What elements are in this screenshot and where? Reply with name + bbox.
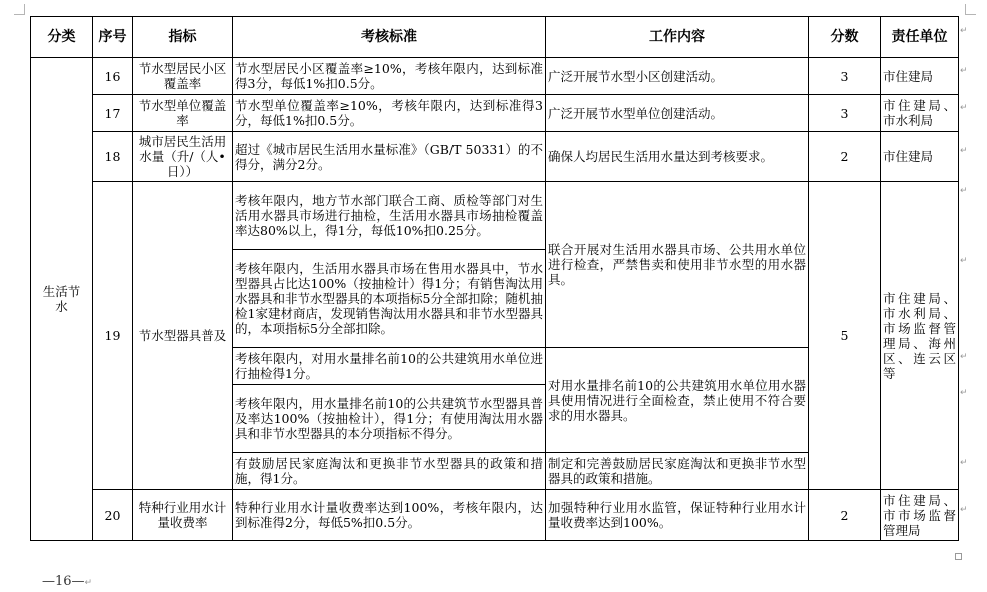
paragraph-mark-icon: ↵: [960, 66, 968, 76]
paragraph-mark-icon: ↵: [960, 146, 968, 156]
header-unit: 责任单位: [881, 17, 959, 58]
paragraph-mark-icon: ↵: [84, 578, 93, 588]
table-row: [31, 95, 959, 132]
criteria-cell: 超过《城市居民生活用水量标准》（GB/T 50331）的不得分，满分2分。: [233, 132, 546, 182]
work-cell: 加强特种行业用水监管，保证特种行业用水计量收费率达到100%。: [546, 490, 809, 541]
unit-cell: 市住建局: [881, 132, 959, 182]
header-indicator: 指标: [133, 17, 233, 58]
paragraph-mark-icon: ↵: [960, 186, 968, 196]
table-end-marker: [955, 553, 962, 560]
seq-cell: 16: [93, 58, 133, 95]
score-cell: 3: [809, 58, 881, 95]
header-criteria: 考核标准: [233, 17, 546, 58]
indicator-cell: 节水型居民小区覆盖率: [133, 58, 233, 95]
unit-cell: 市住建局、市水利局、市场监督管理局、海州区、连云区等: [881, 182, 959, 490]
work-cell: 广泛开展节水型小区创建活动。: [546, 58, 809, 95]
indicator-cell: 节水型器具普及: [133, 182, 233, 490]
table-row: [31, 58, 959, 95]
criteria-cell: 节水型居民小区覆盖率≥10%，考核年限内，达到标准得3分，每低1%扣0.5分。: [233, 58, 546, 95]
paragraph-mark-icon: ↵: [960, 505, 968, 515]
criteria-cell: 有鼓励居民家庭淘汰和更换非节水型器具的政策和措施，得1分。: [233, 453, 546, 490]
criteria-cell: 考核年限内，对用水量排名前10的公共建筑用水单位进行抽检得1分。: [233, 348, 546, 385]
assessment-table: [30, 16, 959, 541]
unit-cell: 市住建局、市水利局: [881, 95, 959, 132]
indicator-cell: 城市居民生活用水量（升/（人•日））: [133, 132, 233, 182]
seq-cell: 20: [93, 490, 133, 541]
work-cell: 联合开展对生活用水器具市场、公共用水单位进行检查，严禁售卖和使用非节水型的用水器具。: [546, 182, 809, 348]
page-number: —16—: [42, 574, 85, 589]
unit-cell: 市住建局: [881, 58, 959, 95]
seq-cell: 18: [93, 132, 133, 182]
header-seq: 序号: [93, 17, 133, 58]
table-row: [31, 182, 959, 250]
table-row: [31, 132, 959, 182]
work-cell: 对用水量排名前10的公共建筑用水单位用水器具使用情况进行全面检查，禁止使用不符合要求的用水器具。: [546, 348, 809, 453]
header-category: 分类: [31, 17, 93, 58]
work-cell: 制定和完善鼓励居民家庭淘汰和更换非节水型器具的政策和措施。: [546, 453, 809, 490]
paragraph-mark-icon: ↵: [960, 352, 968, 362]
paragraph-mark-icon: ↵: [960, 103, 968, 113]
category-cell: 生活节水: [31, 58, 93, 541]
paragraph-mark-icon: ↵: [960, 26, 968, 36]
criteria-cell: 考核年限内，生活用水器具市场在售用水器具中，节水型器具占比达100%（按抽检计）得1分；有销售淘汰用水器具和非节水型器具的本项指标5分全部扣除；随机抽检1家建材商店，发现销售淘汰用水器具和非节水型器具的，本项指标5分全部扣除。: [233, 250, 546, 348]
margin-corner-mark: [14, 4, 25, 15]
work-cell: 广泛开展节水型单位创建活动。: [546, 95, 809, 132]
criteria-cell: 考核年限内，用水量排名前10的公共建筑节水型器具普及率达100%（按抽检计），得1分；有使用淘汰用水器具和非节水型器具的本分项指标不得分。: [233, 385, 546, 453]
criteria-cell: 特种行业用水计量收费率达到100%，考核年限内，达到标准得2分，每低5%扣0.5分。: [233, 490, 546, 541]
paragraph-mark-icon: ↵: [960, 256, 968, 266]
table-header-row: [31, 17, 959, 58]
header-score: 分数: [809, 17, 881, 58]
margin-corner-mark: [965, 4, 976, 15]
unit-cell: 市住建局、市市场监督管理局: [881, 490, 959, 541]
score-cell: 3: [809, 95, 881, 132]
indicator-cell: 特种行业用水计量收费率: [133, 490, 233, 541]
indicator-cell: 节水型单位覆盖率: [133, 95, 233, 132]
paragraph-mark-icon: ↵: [960, 388, 968, 398]
seq-cell: 19: [93, 182, 133, 490]
score-cell: 2: [809, 490, 881, 541]
header-work: 工作内容: [546, 17, 809, 58]
table-row: [31, 490, 959, 541]
page-number-footer: [42, 574, 92, 589]
score-cell: 5: [809, 182, 881, 490]
work-cell: 确保人均居民生活用水量达到考核要求。: [546, 132, 809, 182]
seq-cell: 17: [93, 95, 133, 132]
paragraph-mark-icon: ↵: [960, 458, 968, 468]
criteria-cell: 考核年限内，地方节水部门联合工商、质检等部门对生活用水器具市场进行抽检，生活用水器具市场抽检覆盖率达80%以上，得1分，每低10%扣0.25分。: [233, 182, 546, 250]
criteria-cell: 节水型单位覆盖率≥10%，考核年限内，达到标准得3分，每低1%扣0.5分。: [233, 95, 546, 132]
score-cell: 2: [809, 132, 881, 182]
